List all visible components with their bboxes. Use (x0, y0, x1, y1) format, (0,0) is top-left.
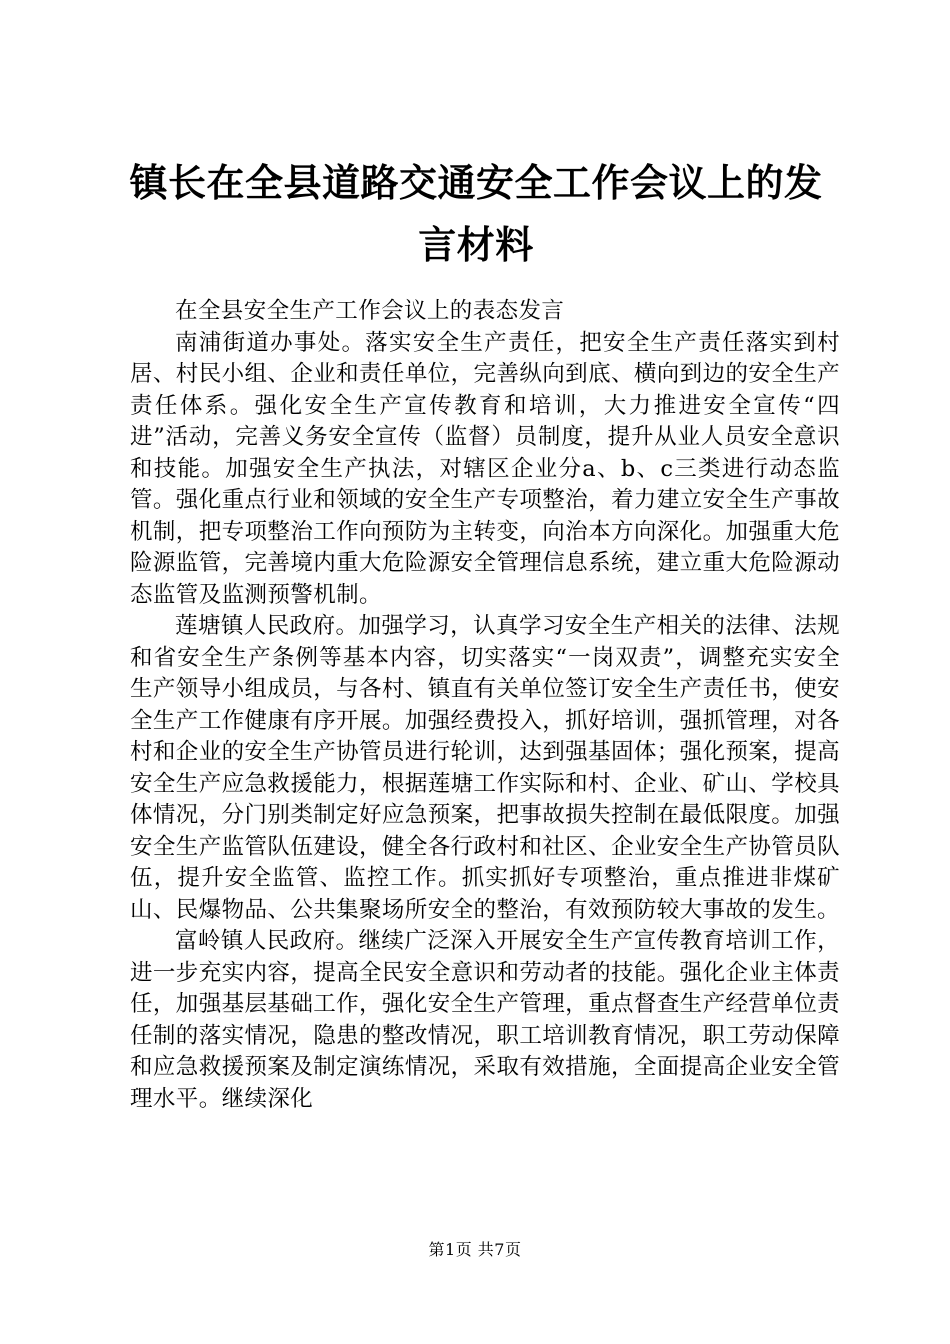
paragraph-subtitle: 在全县安全生产工作会议上的表态发言 (175, 298, 565, 324)
document-body (130, 296, 840, 1115)
paragraph-fuling: 富岭镇人民政府。继续广泛深入开展安全生产宣传教育培训工作，进一步充实内容，提高全民安全意识和劳动者的技能。强化企业主体责任，加强基层基础工作，强化安全生产管理，重点督查生产经营单位责任制的落实情况，隐患的整改情况，职工培训教育情况，职工劳动保障和应急救援预案及制定演练情况，采取有效措施，全面提高企业安全管理水平。继续深化 (130, 928, 840, 1112)
paragraph-nanpu: 南浦街道办事处。落实安全生产责任，把安全生产责任落实到村居、村民小组、企业和责任单位，完善纵向到底、横向到边的安全生产责任体系。强化安全生产宣传教育和培训，大力推进安全宣传“四进”活动，完善义务安全宣传（监督）员制度，提升从业人员安全意识和技能。加强安全生产执法，对辖区企业分a、b、c三类进行动态监管。强化重点行业和领域的安全生产专项整治，着力建立安全生产事故机制，把专项整治工作向预防为主转变，向治本方向深化。加强重大危险源监管，完善境内重大危险源安全管理信息系统，建立重大危险源动态监管及监测预警机制。 (130, 329, 840, 608)
paragraph-liantang: 莲塘镇人民政府。加强学习，认真学习安全生产相关的法律、法规和省安全生产条例等基本内容，切实落实“一岗双责”，调整充实安全生产领导小组成员，与各村、镇直有关单位签订安全生产责任书，使安全生产工作健康有序开展。加强经费投入，抓好培训，强抓管理，对各村和企业的安全生产协管员进行轮训，达到强基固体；强化预案，提高安全生产应急救援能力，根据莲塘工作实际和村、企业、矿山、学校具体情况，分门别类制定好应急预案，把事故损失控制在最低限度。加强安全生产监管队伍建设，健全各行政村和社区、企业安全生产协管员队伍，提升安全监管、监控工作。抓实抓好专项整治，重点推进非煤矿山、民爆物品、公共集聚场所安全的整治，有效预防较大事故的发生。 (130, 613, 840, 923)
document-title: 镇长在全县道路交通安全工作会议上的发言材料 (129, 160, 823, 267)
page-number-footer: 第1页 共7页 (428, 1240, 522, 1259)
